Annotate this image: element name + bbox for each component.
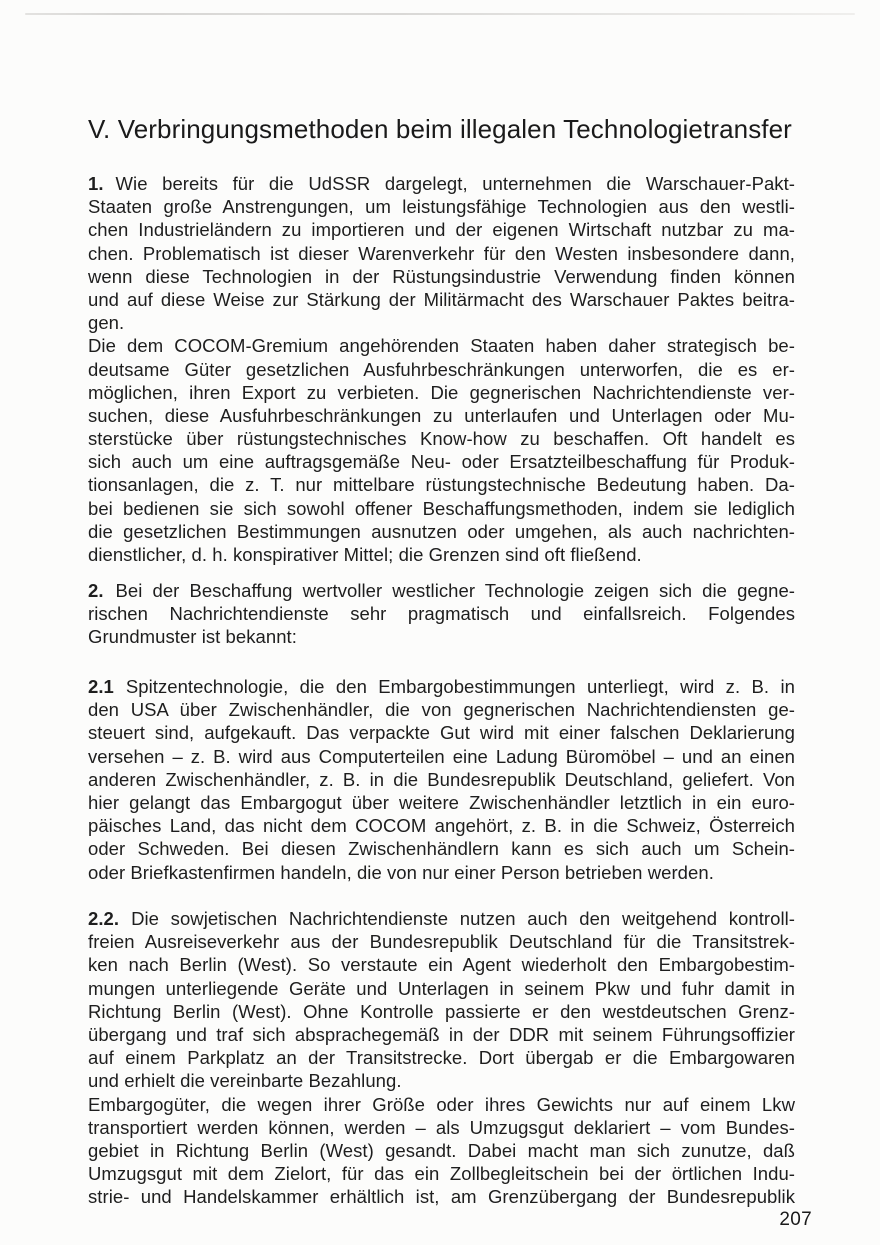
text-line: wenn diese Technologien in der Rüstungsindustrie Verwendung finden können (88, 265, 795, 287)
text-line: tionsanlagen, die z. T. nur mittelbare rüstungstechnische Bedeutung haben. Da- (88, 474, 795, 496)
text-line: versehen – z. B. wird aus Computerteilen eine Ladung Büromöbel – und an einen (88, 745, 795, 767)
text-line: sterstücke über rüstungstechnisches Know-how zu beschaffen. Oft handelt es (88, 428, 795, 450)
paragraph-2-2 (88, 907, 795, 1208)
text-line: mungen unterliegende Geräte und Unterlagen in seinem Pkw und fuhr damit in (88, 977, 795, 999)
text-line: 1. Wie bereits für die UdSSR dargelegt, unternehmen die Warschauer-Pakt- (88, 173, 795, 194)
text-line: gen. (88, 312, 125, 334)
text-line: chen Industrieländern zu importieren und der eigenen Wirtschaft nutzbar zu ma- (88, 219, 795, 241)
paragraph-2-1 (88, 675, 795, 884)
paragraph-number: 2.1 (88, 676, 114, 697)
page-title: V. Verbringungsmethoden beim illegalen Technologietransfer (88, 114, 792, 144)
text-line: und auf diese Weise zur Stärkung der Militärmacht des Warschauer Paktes beitra- (88, 288, 795, 310)
text-line: strie- und Handelskammer erhältlich ist, am Grenzübergang der Bundesrepublik (88, 1186, 795, 1208)
paragraph-2 (88, 579, 795, 649)
text-line: Embargogüter, die wegen ihrer Größe oder ihres Gewichts nur auf einem Lkw (88, 1093, 795, 1115)
paragraph-number: 2. (88, 580, 104, 601)
paragraph-number: 2.2. (88, 908, 120, 929)
text-line: sich auch um eine auftragsgemäße Neu- oder Ersatzteilbeschaffung für Produk- (88, 451, 795, 473)
text-line: 2.1 Spitzentechnologie, die den Embargobestimmungen unterliegt, wird z. B. in (88, 676, 795, 697)
text-line: Umzugsgut mit dem Zielort, für das ein Zollbegleitschein bei der örtlichen Indu- (88, 1163, 795, 1185)
text-line: Grundmuster ist bekannt: (88, 626, 297, 648)
text-line: ken nach Berlin (West). So verstaute ein Agent wiederholt den Embargobestim- (88, 954, 795, 976)
text-line: 2.2. Die sowjetischen Nachrichtendienste nutzen auch den weitgehend kontroll- (88, 908, 795, 929)
text-line: steuert sind, aufgekauft. Das verpackte Gut wird mit einer falschen Deklarierung (88, 722, 795, 744)
text-line: deutsame Güter gesetzlichen Ausfuhrbeschränkungen unterworfen, die es er- (88, 358, 795, 380)
text-line: übergang und traf sich absprachegemäß in der DDR mit seinem Führungsoffizier (88, 1023, 795, 1045)
paragraph-1 (88, 172, 795, 566)
text-line: chen. Problematisch ist dieser Warenverkehr für den Westen insbesondere dann, (88, 242, 795, 264)
text-line: und erhielt die vereinbarte Bezahlung. (88, 1070, 402, 1092)
text-line: freien Ausreiseverkehr aus der Bundesrepublik Deutschland für die Transitstrek- (88, 931, 795, 953)
text-line: oder Schweden. Bei diesen Zwischenhändlern kann es sich auch um Schein- (88, 838, 795, 860)
text-line: suchen, diese Ausfuhrbeschränkungen zu unterlaufen und Unterlagen oder Mu- (88, 404, 795, 426)
text-line: Die dem COCOM-Gremium angehörenden Staaten haben daher strategisch be- (88, 335, 795, 357)
text-line: transportiert werden können, werden – als Umzugsgut deklariert – vom Bundes- (88, 1116, 795, 1138)
text-line: bei bedienen sie sich sowohl offener Beschaffungsmethoden, indem sie lediglich (88, 497, 795, 519)
text-line: Richtung Berlin (West). Ohne Kontrolle passierte er den westdeutschen Grenz- (88, 1000, 795, 1022)
text-line: möglichen, ihren Export zu verbieten. Die gegnerischen Nachrichtendienste ver- (88, 381, 795, 403)
text-line: 2. Bei der Beschaffung wertvoller westlicher Technologie zeigen sich die gegne- (88, 580, 795, 601)
text-line: gebiet in Richtung Berlin (West) gesandt. Dabei macht man sich zunutze, daß (88, 1139, 795, 1161)
text-line: die gesetzlichen Bestimmungen ausnutzen oder umgehen, als auch nachrichten- (88, 520, 795, 542)
scan-artifact-line (25, 13, 855, 15)
text-line: hier gelangt das Embargogut über weitere Zwischenhändler letztlich in ein euro- (88, 791, 795, 813)
text-line: den USA über Zwischenhändler, die von gegnerischen Nachrichtendiensten ge- (88, 699, 795, 721)
text-line: anderen Zwischenhändler, z. B. in die Bundesrepublik Deutschland, geliefert. Von (88, 768, 795, 790)
paragraph-number: 1. (88, 173, 104, 194)
text-line: dienstlicher, d. h. konspirativer Mittel; die Grenzen sind oft fließend. (88, 544, 642, 565)
page-number: 207 (779, 1209, 812, 1230)
text-line: päisches Land, das nicht dem COCOM angehört, z. B. in die Schweiz, Österreich (88, 815, 795, 837)
text-line: rischen Nachrichtendienste sehr pragmatisch und einfallsreich. Folgendes (88, 603, 795, 625)
text-line: Staaten große Anstrengungen, um leistungsfähige Technologien aus den westli- (88, 196, 795, 218)
text-line: oder Briefkastenfirmen handeln, die von nur einer Person betrieben werden. (88, 861, 714, 883)
text-line: auf einem Parkplatz an der Transitstrecke. Dort übergab er die Embargowaren (88, 1047, 795, 1069)
